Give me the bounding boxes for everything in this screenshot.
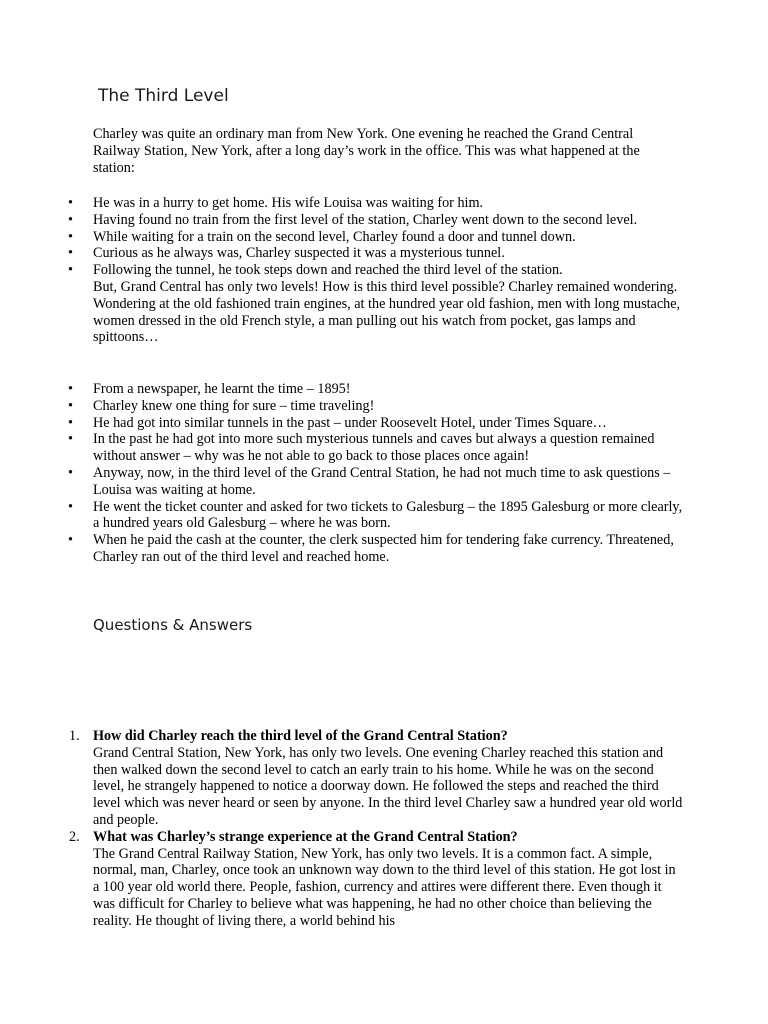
list-continuation-paragraph: But, Grand Central has only two levels! How is this third level possible? Charley remained wondering. Wondering at the old fashioned train engines, at the hundred year old fashion, men with long mustache, women dressed in the old French style, a man pulling out his watch from pocket, gas lamps and spittoons… <box>93 278 681 346</box>
qa-number: 1. <box>69 728 80 744</box>
bullet-icon: • <box>68 397 73 414</box>
summary-list-1 <box>68 195 683 346</box>
question-text: What was Charley’s strange experience at the Grand Central Station? <box>93 828 518 845</box>
list-item: • Following the tunnel, he took steps down and reached the third level of the station. But, Grand Central has only two levels! How is this third level possible? Charley remained wondering. Wondering at the old fashioned train engines, at the hundred year old fashion, men with long mustache, women dressed in the old French style, a man pulling out his watch from pocket, gas lamps and spittoons… <box>93 262 683 346</box>
list-item: • He was in a hurry to get home. His wife Louisa was waiting for him. <box>68 195 484 211</box>
bullet-icon: • <box>68 532 73 549</box>
bullet-icon: • <box>68 498 73 515</box>
intro-paragraph: Charley was quite an ordinary man from New York. One evening he reached the Grand Central Railway Station, New York, after a long day’s work in the office. This was what happened at the station: <box>93 126 640 176</box>
list-item: • When he paid the cash at the counter, the clerk suspected him for tendering fake currency. Threatened, Charley ran out of the third level and reached home. <box>68 532 674 565</box>
page-title: The Third Level <box>98 86 229 106</box>
list-item: • Curious as he always was, Charley suspected it was a mysterious tunnel. <box>68 245 505 262</box>
list-item: • He went the ticket counter and asked for two tickets to Galesburg – the 1895 Galesburg or more clearly, a hundred years old Galesburg – where he was born. <box>68 498 683 532</box>
list-item: • From a newspaper, he learnt the time – 1895! <box>68 381 351 397</box>
list-item: • He had got into similar tunnels in the past – under Roosevelt Hotel, under Times Square… <box>68 414 607 431</box>
bullet-icon: • <box>68 195 73 211</box>
bullet-icon: • <box>68 228 73 245</box>
list-item: • Having found no train from the first level of the station, Charley went down to the second level. <box>68 211 638 228</box>
summary-list-2 <box>68 381 683 566</box>
qa-list <box>69 728 683 930</box>
question-text: How did Charley reach the third level of the Grand Central Station? <box>93 728 508 744</box>
list-item: • Charley knew one thing for sure – time traveling! <box>68 397 375 414</box>
list-item: • Anyway, now, in the third level of the Grand Central Station, he had not much time to ask questions – Louisa was waiting at home. <box>68 464 671 498</box>
answer-text: The Grand Central Railway Station, New York, has only two levels. It is a common fact. A simple, normal, man, Charley, once took an unknown way down to the third level of this station. He got lost in a 100 year old world there. People, fashion, currency and attires were different there. Even though it was difficult for Charley to believe what was happening, he had no other choice than believing the reality. He thought of living there, a world behind his <box>93 845 676 929</box>
list-item: • In the past he had got into more such mysterious tunnels and caves but always a question remained without answer – why was he not able to go back to those places once again! <box>68 431 655 465</box>
answer-text: Grand Central Station, New York, has only two levels. One evening Charley reached this station and then walked down the second level to catch an early train to his home. While he was on the second level, he strangely happened to notice a doorway down. He followed the steps and reached the third level which was never heard or seen by anyone. In the third level Charley saw a hundred year old world and people. <box>93 744 683 828</box>
bullet-icon: • <box>68 431 73 448</box>
qa-number: 2. <box>69 828 80 845</box>
bullet-icon: • <box>68 414 73 431</box>
bullet-icon: • <box>68 464 73 481</box>
bullet-icon: • <box>68 381 73 397</box>
bullet-icon: • <box>68 211 73 228</box>
qa-item <box>69 828 683 930</box>
qa-item <box>69 728 683 829</box>
qa-section-title: Questions & Answers <box>93 616 253 634</box>
bullet-icon: • <box>68 245 73 262</box>
bullet-icon: • <box>68 262 73 279</box>
list-item: • While waiting for a train on the second level, Charley found a door and tunnel down. <box>68 228 576 245</box>
